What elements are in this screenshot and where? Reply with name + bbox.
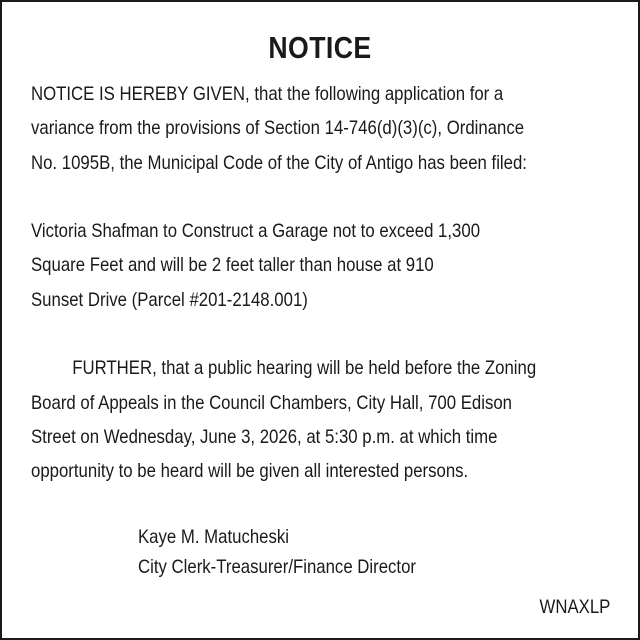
text-line: variance from the provisions of Section 14-746(d)(3)(c), Ordinance: [31, 117, 525, 140]
text-line: FURTHER, that a public hearing will be held before the Zoning: [72, 357, 537, 380]
paragraph-application: [31, 77, 595, 180]
paragraph-hearing: [31, 351, 595, 488]
notice-body: [31, 77, 595, 489]
signer-title: City Clerk-Treasurer/Finance Director: [138, 556, 417, 578]
paragraph-applicant: [31, 214, 595, 317]
text-line: No. 1095B, the Municipal Code of the City of Antigo has been filed:: [31, 151, 527, 174]
signer-name: Kaye M. Matucheski: [138, 526, 289, 548]
text-line: NOTICE IS HEREBY GIVEN, that the following application for a: [31, 83, 504, 105]
text-line: Street on Wednesday, June 3, 2026, at 5:30 p.m. at which time: [31, 425, 498, 448]
signature-block: [138, 522, 416, 582]
publication-code: WNAXLP: [539, 596, 610, 618]
text-line: opportunity to be heard will be given all interested persons.: [31, 460, 469, 483]
text-line: Board of Appeals in the Council Chambers, City Hall, 700 Edison: [31, 391, 513, 414]
text-line: Sunset Drive (Parcel #201-2148.001): [31, 288, 308, 311]
text-line: Victoria Shafman to Construct a Garage not to exceed 1,300: [31, 220, 481, 243]
text-line: Square Feet and will be 2 feet taller than house at 910: [31, 254, 434, 277]
notice-title: NOTICE: [268, 30, 372, 65]
